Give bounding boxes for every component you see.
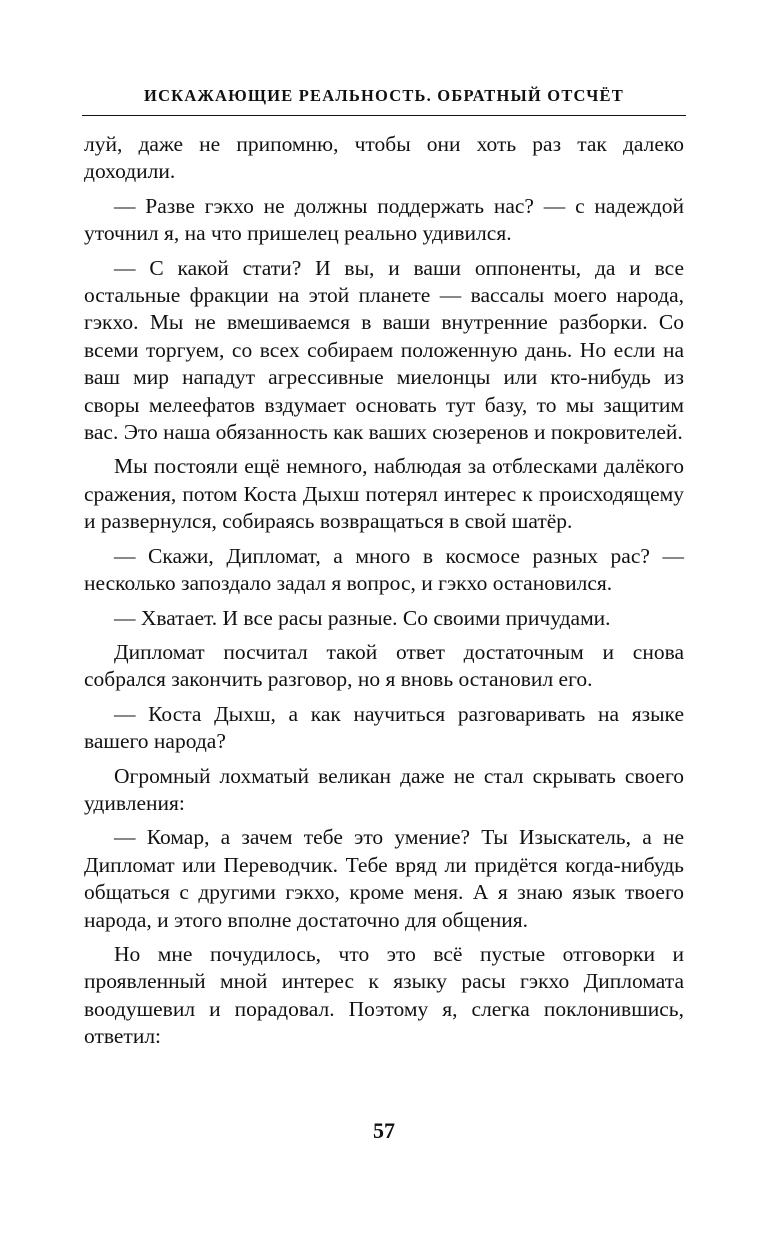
paragraph-3: — С какой стати? И вы, и ваши оппоненты, да и все остальные фракции на этой планете — вассалы моего народа, гэкхо. Мы не вмешиваемся в ваши внутренние разборки. Со всеми торгуем, со всех собираем положенную дань. Но если на ваш мир нападут агрессивные миелонцы или кто-нибудь из своры мелеефатов вздумает основать тут базу, то мы защитим вас. Это наша обязанность как ваших сюзеренов и покровителей. xyxy=(84,255,684,445)
paragraph-2: — Разве гэкхо не должны поддержать нас? — с надеждой уточнил я, на что пришелец реально удивился. xyxy=(84,193,684,246)
paragraph-8: — Коста Дыхш, а как научиться разговаривать на языке вашего народа? xyxy=(84,701,684,754)
paragraph-4: Мы постояли ещё немного, наблюдая за отблесками далёкого сражения, потом Коста Дыхш потерял интерес к происходящему и развернулся, собираясь возвращаться в свой шатёр. xyxy=(84,454,684,534)
paragraph-1: луй, даже не припомню, чтобы они хоть раз так далеко доходили. xyxy=(84,132,684,184)
running-head: ИСКАЖАЮЩИЕ РЕАЛЬНОСТЬ. ОБРАТНЫЙ ОТСЧЁТ xyxy=(144,86,624,105)
page-number: 57 xyxy=(373,1118,395,1143)
paragraph-7: Дипломат посчитал такой ответ достаточным и снова собрался закончить разговор, но я вновь остановил его. xyxy=(84,639,684,692)
text-body xyxy=(84,131,684,1051)
paragraph-10: — Комар, а зачем тебе это умение? Ты Изыскатель, а не Дипломат или Переводчик. Тебе вряд ли придётся когда-нибудь общаться с другими гэкхо, кроме меня. А я знаю язык твоего народа, и этого вполне достаточно для общения. xyxy=(84,825,684,932)
header-rule xyxy=(82,115,686,116)
paragraph-5: — Скажи, Дипломат, а много в космосе разных рас? — несколько запоздало задал я вопрос, и гэкхо остановился. xyxy=(84,543,684,596)
paragraph-11: Но мне почудилось, что это всё пустые отговорки и проявленный мной интерес к языку расы гэкхо Дипломата воодушевил и порадовал. Поэтому я, слегка поклонившись, ответил: xyxy=(84,941,684,1049)
paragraph-9: Огромный лохматый великан даже не стал скрывать своего удивления: xyxy=(84,763,684,815)
paragraph-6: — Хватает. И все расы разные. Со своими причудами. xyxy=(114,605,611,630)
